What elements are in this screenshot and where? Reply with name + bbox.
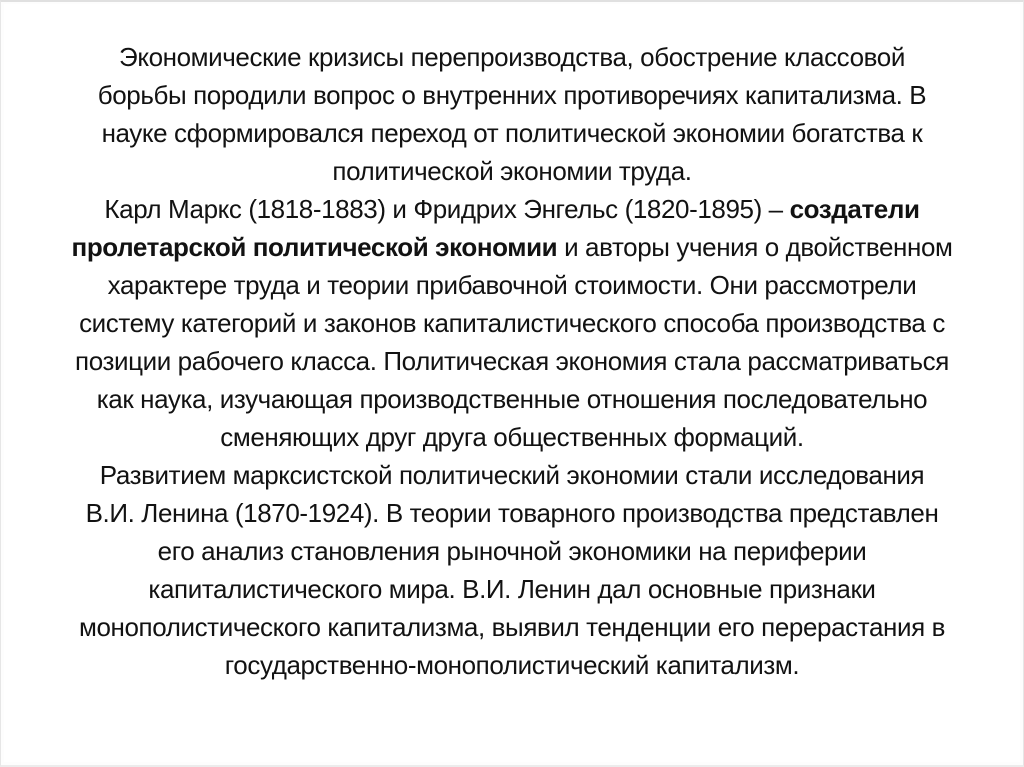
text-segment: позиции рабочего класса. Политическая экономия стала рассматриваться bbox=[75, 346, 949, 376]
text-segment: борьбы породили вопрос о внутренних противоречиях капитализма. В bbox=[97, 80, 927, 110]
text-line bbox=[22, 418, 1002, 456]
text-line bbox=[22, 304, 1002, 342]
bold-text-segment: пролетарской политической экономии bbox=[71, 232, 558, 262]
text-segment: науке сформировался переход от политической экономии богатства к bbox=[101, 118, 923, 148]
text-segment: государственно-монополистический капитализм. bbox=[224, 650, 800, 680]
text-segment: сменяющих друг друга общественных формаций. bbox=[220, 422, 804, 452]
slide-canvas bbox=[4, 4, 1020, 762]
bold-text-segment: создатели bbox=[789, 194, 920, 224]
text-line bbox=[22, 456, 1002, 494]
slide-text-block bbox=[22, 38, 1002, 684]
text-segment: В.И. Ленина (1870-1924). В теории товарного производства представлен bbox=[85, 498, 939, 528]
text-segment: монополистического капитализма, выявил тенденции его перерастания в bbox=[78, 612, 946, 642]
text-line bbox=[22, 494, 1002, 532]
text-segment: капиталистического мира. В.И. Ленин дал основные признаки bbox=[148, 574, 876, 604]
text-segment: как наука, изучающая производственные отношения последовательно bbox=[96, 384, 928, 414]
text-line bbox=[22, 342, 1002, 380]
text-line bbox=[22, 76, 1002, 114]
text-segment: политической экономии труда. bbox=[332, 156, 692, 186]
text-segment: его анализ становления рыночной экономики на периферии bbox=[157, 536, 867, 566]
text-line bbox=[22, 646, 1002, 684]
text-line bbox=[22, 114, 1002, 152]
text-line bbox=[22, 380, 1002, 418]
text-line bbox=[22, 608, 1002, 646]
text-line bbox=[22, 266, 1002, 304]
text-segment: систему категорий и законов капиталистического способа производства с bbox=[79, 308, 945, 338]
text-line bbox=[22, 152, 1002, 190]
text-line bbox=[22, 228, 1002, 266]
text-line bbox=[22, 190, 1002, 228]
text-segment: характере труда и теории прибавочной стоимости. Они рассмотрели bbox=[107, 270, 917, 300]
text-line bbox=[22, 570, 1002, 608]
text-segment: Развитием марксистской политический экономии стали исследования bbox=[99, 460, 925, 490]
text-segment: Карл Маркс (1818-1883) и Фридрих Энгельс (1820-1895) – bbox=[104, 194, 790, 224]
text-segment: Экономические кризисы перепроизводства, обострение классовой bbox=[119, 42, 905, 72]
text-line bbox=[22, 532, 1002, 570]
text-segment: и авторы учения о двойственном bbox=[557, 232, 953, 262]
text-line bbox=[22, 38, 1002, 76]
